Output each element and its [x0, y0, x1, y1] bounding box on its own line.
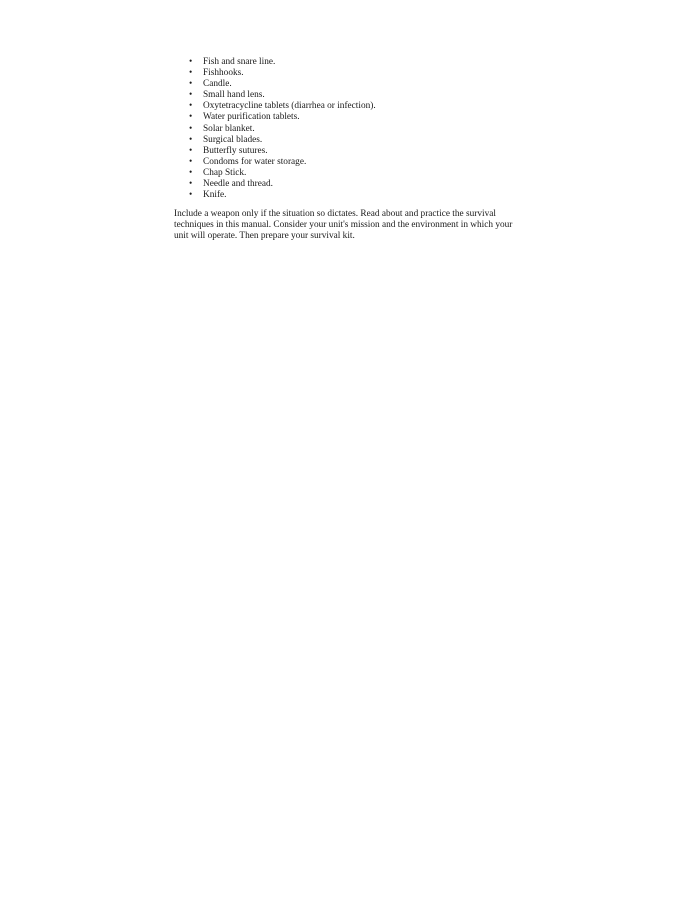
bullet-icon: • [189, 134, 193, 145]
list-item-text: Knife. [203, 190, 227, 201]
bullet-icon: • [189, 101, 193, 112]
list-item-text: Chap Stick. [203, 167, 247, 178]
list-item [174, 190, 534, 201]
list-item [174, 90, 534, 101]
list-item [174, 79, 534, 90]
list-item-text: Fishhooks. [203, 68, 244, 79]
list-item-text: Needle and thread. [203, 179, 273, 190]
body-paragraph: Include a weapon only if the situation so dictates. Read about and practice the survival techniques in this manual. Consider your unit's mission and the environment in which your unit will operate. Then prepare your survival kit. [174, 209, 513, 242]
list-item [174, 157, 534, 168]
bullet-icon: • [189, 145, 193, 156]
list-item-text: Oxytetracycline tablets (diarrhea or infection). [203, 101, 376, 112]
list-item-text: Fish and snare line. [203, 57, 276, 67]
list-item-text: Water purification tablets. [203, 112, 300, 123]
page-content [174, 57, 534, 243]
list-item [174, 57, 534, 68]
bullet-icon: • [189, 79, 193, 90]
list-item [174, 101, 534, 112]
list-item-text: Candle. [203, 79, 232, 90]
bullet-icon: • [189, 190, 193, 201]
list-item [174, 68, 534, 79]
list-item-text: Small hand lens. [203, 90, 265, 101]
bullet-icon: • [189, 68, 193, 79]
list-item-text: Condoms for water storage. [203, 156, 307, 167]
list-item [174, 179, 534, 190]
list-item [174, 135, 534, 146]
bullet-icon: • [189, 156, 193, 167]
list-item [174, 112, 534, 123]
bullet-icon: • [189, 90, 193, 101]
list-item [174, 124, 534, 135]
bullet-icon: • [189, 112, 193, 123]
bullet-icon: • [189, 167, 193, 178]
list-item-text: Butterfly sutures. [203, 145, 268, 156]
list-item-text: Solar blanket. [203, 123, 255, 134]
list-item [174, 168, 534, 179]
list-item-text: Surgical blades. [203, 134, 263, 145]
bullet-icon: • [189, 123, 193, 134]
survival-kit-list [174, 57, 534, 201]
bullet-icon: • [189, 57, 193, 67]
bullet-icon: • [189, 179, 193, 190]
list-item [174, 146, 534, 157]
